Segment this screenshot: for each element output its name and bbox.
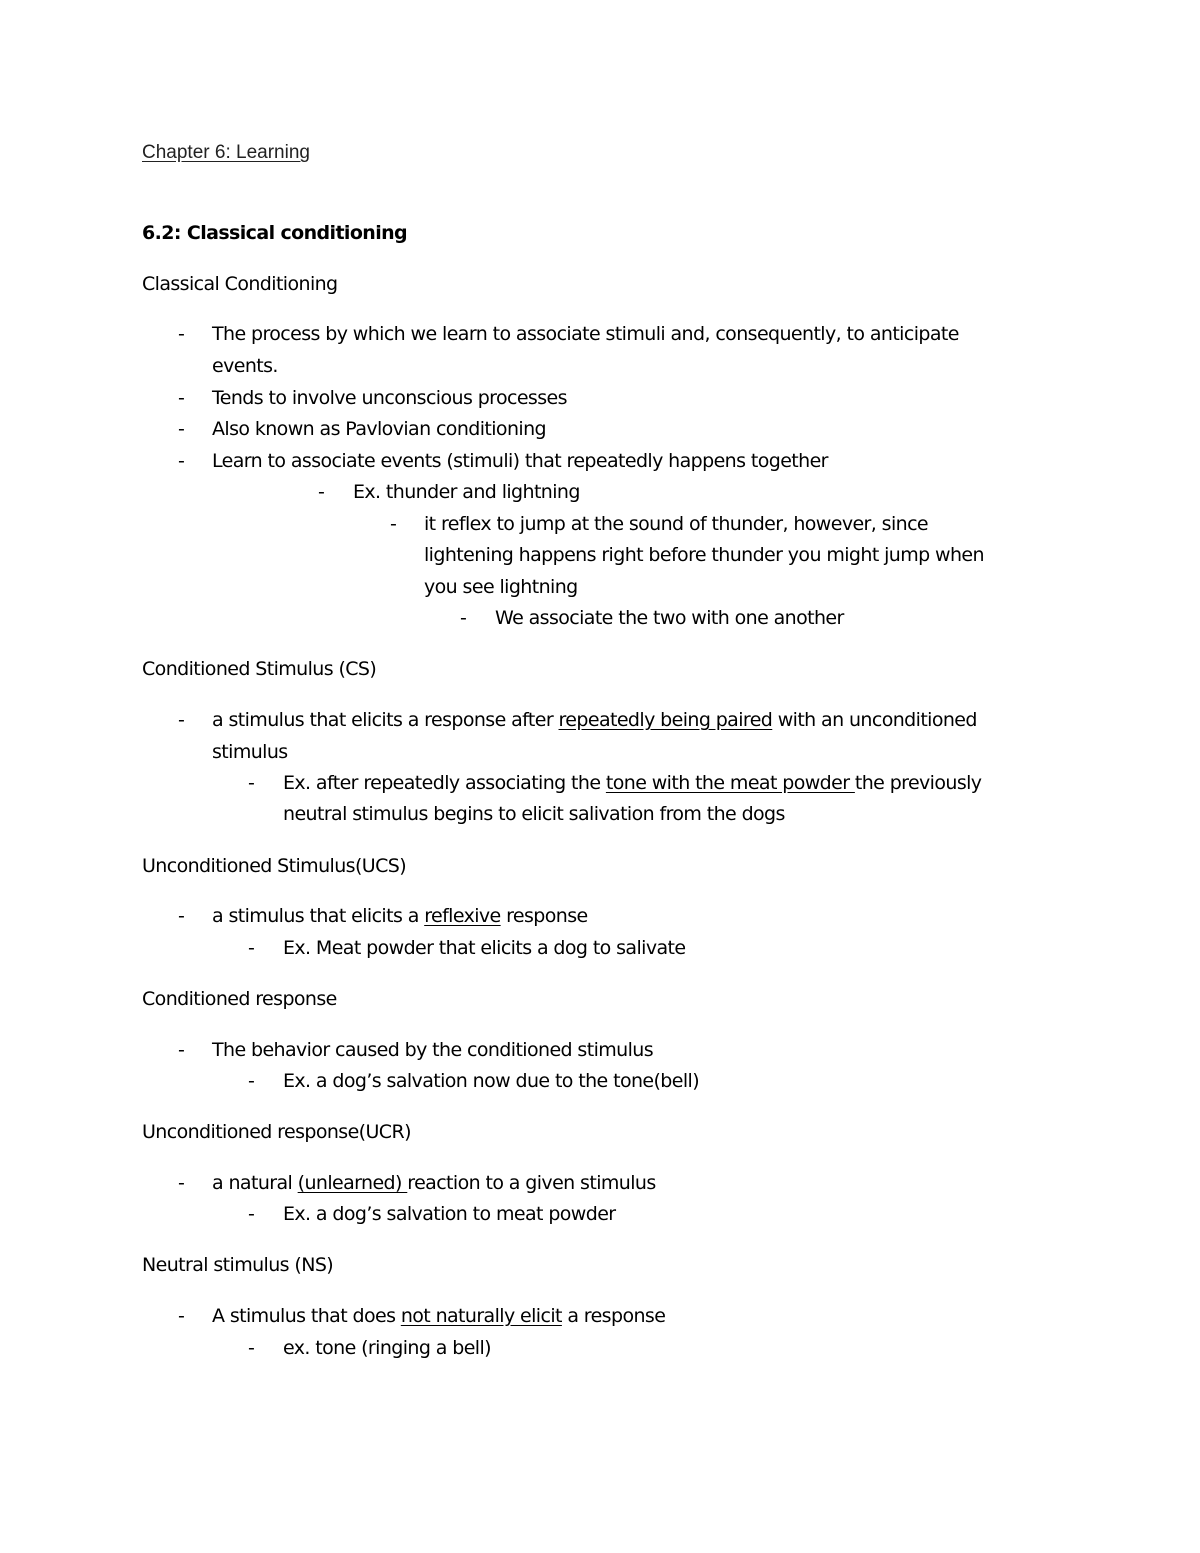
bullet-dash: - [248, 1337, 255, 1359]
bullet-dash: - [178, 905, 185, 927]
section-title: 6.2: Classical conditioning [142, 222, 408, 244]
classical-bullet-3: Also known as Pavlovian conditioning [212, 418, 546, 440]
heading-unconditioned-stimulus: Unconditioned Stimulus(UCS) [142, 855, 407, 877]
heading-neutral-stimulus: Neutral stimulus (NS) [142, 1254, 334, 1276]
text-span: Ex. after repeatedly associating the [283, 772, 606, 794]
heading-unconditioned-response: Unconditioned response(UCR) [142, 1121, 411, 1143]
bullet-dash: - [248, 1203, 255, 1225]
heading-conditioned-stimulus: Conditioned Stimulus (CS) [142, 658, 377, 680]
text-span: with an unconditioned [772, 709, 977, 731]
classical-bullet-6-line-2: lightening happens right before thunder you might jump when [424, 544, 984, 566]
classical-bullet-5: Ex. thunder and lightning [353, 481, 580, 503]
ucs-bullet-2: Ex. Meat powder that elicits a dog to salivate [283, 937, 686, 959]
cs-bullet-1-line-2: stimulus [212, 741, 288, 763]
bullet-dash: - [178, 709, 185, 731]
underlined-text: reflexive [424, 905, 501, 927]
bullet-dash: - [178, 418, 185, 440]
underlined-text: tone with the meat powder [605, 772, 855, 794]
text-span: A stimulus that does [212, 1305, 401, 1327]
text-span: a response [561, 1305, 666, 1327]
bullet-dash: - [178, 387, 185, 409]
ucr-bullet-1 [212, 1171, 656, 1195]
text-span: a stimulus that elicits a [212, 905, 425, 927]
bullet-dash: - [248, 937, 255, 959]
bullet-dash: - [178, 323, 185, 345]
cs-bullet-2-line-2: neutral stimulus begins to elicit salivation from the dogs [283, 803, 785, 825]
bullet-dash: - [318, 481, 325, 503]
bullet-dash: - [390, 513, 397, 535]
bullet-dash: - [178, 450, 185, 472]
ucr-bullet-2: Ex. a dog’s salvation to meat powder [283, 1203, 616, 1225]
classical-bullet-1-line-1: The process by which we learn to associate stimuli and, consequently, to anticipate [212, 323, 959, 345]
bullet-dash: - [248, 772, 255, 794]
text-span: a stimulus that elicits a response after [212, 709, 559, 731]
classical-bullet-4: Learn to associate events (stimuli) that repeatedly happens together [212, 450, 828, 472]
ns-bullet-2: ex. tone (ringing a bell) [283, 1337, 491, 1359]
chapter-title: Chapter 6: Learning [142, 142, 310, 163]
bullet-dash: - [178, 1039, 185, 1061]
classical-bullet-7: We associate the two with one another [495, 607, 844, 629]
cs-bullet-2-line-1 [283, 771, 981, 795]
text-span: a natural [212, 1172, 298, 1194]
underlined-text: not naturally elicit [400, 1305, 562, 1327]
cs-bullet-1-line-1 [212, 708, 977, 732]
bullet-dash: - [178, 1305, 185, 1327]
underlined-text: (unlearned) [297, 1172, 408, 1194]
cr-bullet-2: Ex. a dog’s salvation now due to the tone(bell) [283, 1070, 700, 1092]
bullet-dash: - [178, 1172, 185, 1194]
text-span: reaction to a given stimulus [407, 1172, 656, 1194]
classical-bullet-6-line-3: you see lightning [424, 576, 578, 598]
text-span: response [500, 905, 588, 927]
classical-bullet-1-line-2: events. [212, 355, 278, 377]
text-span: the previously [854, 772, 982, 794]
bullet-dash: - [248, 1070, 255, 1092]
cr-bullet-1: The behavior caused by the conditioned stimulus [212, 1039, 654, 1061]
underlined-text: repeatedly being paired [558, 709, 773, 731]
classical-bullet-6-line-1: it reflex to jump at the sound of thunder, however, since [424, 513, 929, 535]
heading-conditioned-response: Conditioned response [142, 988, 337, 1010]
ucs-bullet-1 [212, 904, 588, 928]
bullet-dash: - [460, 607, 467, 629]
ns-bullet-1 [212, 1304, 665, 1328]
classical-bullet-2: Tends to involve unconscious processes [212, 387, 567, 409]
heading-classical-conditioning: Classical Conditioning [142, 273, 338, 295]
